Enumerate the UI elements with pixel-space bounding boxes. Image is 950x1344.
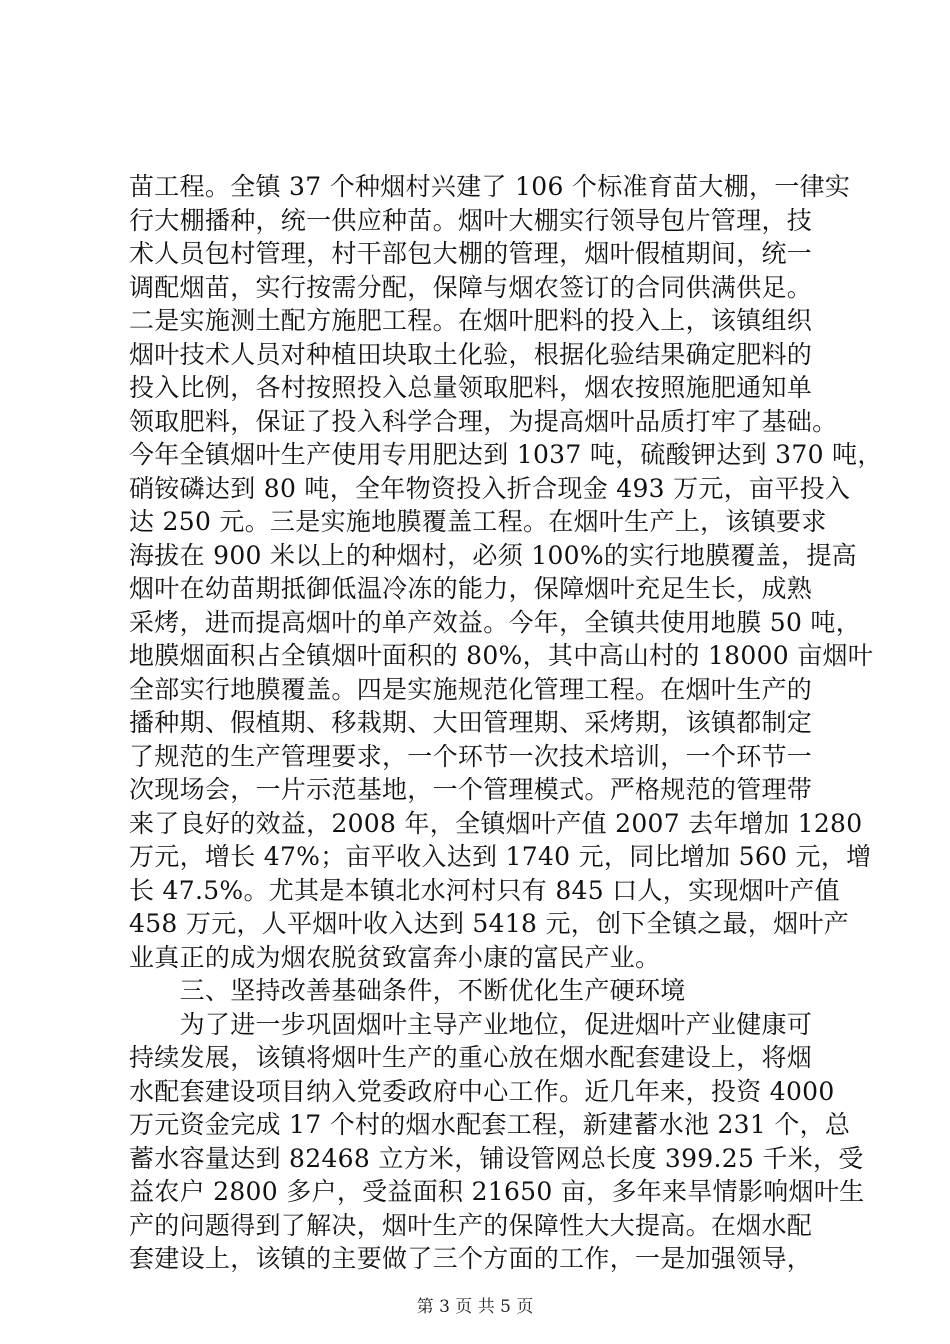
text-line: 水配套建设项目纳入党委政府中心工作。近几年来，投资 4000 <box>129 1076 835 1106</box>
text-line: 长 47.5%。尤其是本镇北水河村只有 845 口人，实现烟叶产值 <box>129 875 840 905</box>
text-line: 458 万元，人平烟叶收入达到 5418 元，创下全镇之最，烟叶产 <box>129 909 850 938</box>
text-line: 硝铵磷达到 80 吨，全年物资投入折合现金 493 万元，亩平投入 <box>129 473 851 503</box>
text-line: 万元资金完成 17 个村的烟水配套工程，新建蓄水池 231 个，总 <box>129 1110 851 1139</box>
text-line: 烟叶在幼苗期抵御低温冷冻的能力，保障烟叶充足生长，成熟 <box>129 574 813 603</box>
text-line: 万元，增长 47%；亩平收入达到 1740 元，同比增加 560 元，增 <box>129 842 872 871</box>
text-line: 来了良好的效益，2008 年，全镇烟叶产值 2007 去年增加 1280 <box>129 808 863 838</box>
text-line: 业真正的成为烟农脱贫致富奔小康的富民产业。 <box>129 942 661 972</box>
text-line: 海拔在 900 米以上的种烟村，必须 100%的实行地膜覆盖，提高 <box>129 540 857 570</box>
body-text <box>129 170 883 1276</box>
section-heading: 三、坚持改善基础条件，不断优化生产硬环境 <box>129 976 686 1005</box>
text-line: 行大棚播种，统一供应种苗。烟叶大棚实行领导包片管理，技 <box>129 205 813 235</box>
text-line: 苗工程。全镇 37 个种烟村兴建了 106 个标准育苗大棚，一律实 <box>129 172 851 201</box>
text-line: 地膜烟面积占全镇烟叶面积的 80%，其中高山村的 18000 亩烟叶 <box>129 641 874 670</box>
text-line: 投入比例，各村按照投入总量领取肥料，烟农按照施肥通知单 <box>129 373 813 402</box>
text-line: 了规范的生产管理要求，一个环节一次技术培训，一个环节一 <box>129 741 813 771</box>
text-line: 次现场会，一片示范基地，一个管理模式。严格规范的管理带 <box>129 775 813 804</box>
text-line: 蓄水容量达到 82468 立方米，铺设管网总长度 399.25 千米，受 <box>129 1143 864 1173</box>
text-line: 二是实施测土配方施肥工程。在烟叶肥料的投入上，该镇组织 <box>129 306 813 335</box>
text-line: 持续发展，该镇将烟叶生产的重心放在烟水配套建设上，将烟 <box>129 1043 813 1072</box>
text-line: 益农户 2800 多户，受益面积 21650 亩，多年来旱情影响烟叶生 <box>129 1177 865 1206</box>
text-line: 播种期、假植期、移栽期、大田管理期、采烤期，该镇都制定 <box>129 708 813 737</box>
text-line: 达 250 元。三是实施地膜覆盖工程。在烟叶生产上，该镇要求 <box>129 507 827 536</box>
page-footer: 第 3 页 共 5 页 <box>416 1297 534 1317</box>
text-line: 产的问题得到了解决，烟叶生产的保障性大大提高。在烟水配 <box>129 1210 813 1240</box>
text-line: 全部实行地膜覆盖。四是实施规范化管理工程。在烟叶生产的 <box>129 674 813 704</box>
text-line: 烟叶技术人员对种植田块取土化验，根据化验结果确定肥料的 <box>129 339 813 369</box>
text-line: 为了进一步巩固烟叶主导产业地位，促进烟叶产业健康可 <box>129 1009 813 1039</box>
text-line: 今年全镇烟叶生产使用专用肥达到 1037 吨，硫酸钾达到 370 吨， <box>129 440 883 469</box>
text-line: 领取肥料，保证了投入科学合理，为提高烟叶品质打牢了基础。 <box>129 406 838 436</box>
text-line: 调配烟苗，实行按需分配，保障与烟农签订的合同供满供足。 <box>129 272 813 302</box>
text-line: 采烤，进而提高烟叶的单产效益。今年，全镇共使用地膜 50 吨， <box>129 607 862 637</box>
text-line: 术人员包村管理，村干部包大棚的管理，烟叶假植期间，统一 <box>129 239 813 268</box>
text-line: 套建设上，该镇的主要做了三个方面的工作，一是加强领导， <box>129 1244 813 1273</box>
